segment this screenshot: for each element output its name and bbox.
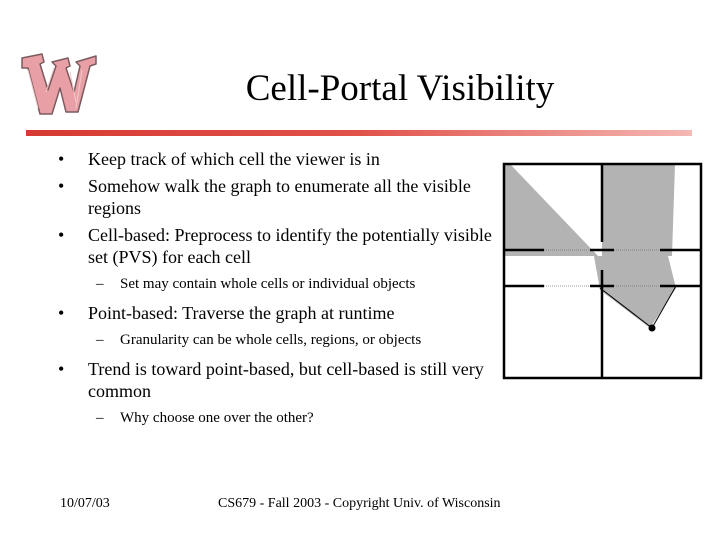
bullet-text: Point-based: Traverse the graph at runtime xyxy=(88,303,395,323)
bullet-text: Somehow walk the graph to enumerate all the visible regions xyxy=(88,176,471,218)
sub-bullet-item xyxy=(54,274,499,294)
bullet-marker: • xyxy=(58,359,65,379)
bullet-marker: • xyxy=(58,225,65,245)
cell-portal-diagram xyxy=(500,160,705,382)
bullet-item xyxy=(54,302,499,324)
sub-bullet-item xyxy=(54,408,499,428)
wisconsin-w-logo-icon xyxy=(18,48,100,120)
visible-region-polygon xyxy=(602,164,675,256)
bullet-marker: • xyxy=(58,176,65,196)
slide-title: Cell-Portal Visibility xyxy=(245,68,555,109)
bullet-marker: • xyxy=(58,149,65,169)
bullet-text: Trend is toward point-based, but cell-based is still very common xyxy=(88,359,484,401)
sub-bullet-marker: – xyxy=(96,410,104,426)
sub-bullet-item xyxy=(54,330,499,350)
footer-date: 10/07/03 xyxy=(60,496,110,511)
bullet-text: Keep track of which cell the viewer is in xyxy=(88,149,380,169)
bullet-text: Cell-based: Preprocess to identify the potentially visible set (PVS) for each cell xyxy=(88,225,492,267)
sub-bullet-text: Why choose one over the other? xyxy=(120,410,314,426)
bullet-item xyxy=(54,175,499,219)
sub-bullet-marker: – xyxy=(96,276,104,292)
bullet-item xyxy=(54,358,499,402)
sub-bullet-text: Set may contain whole cells or individual objects xyxy=(120,276,416,292)
sub-bullet-marker: – xyxy=(96,332,104,348)
title-divider xyxy=(26,130,692,136)
visible-region-lower xyxy=(594,256,676,328)
viewer-point xyxy=(649,325,656,332)
sub-bullet-text: Granularity can be whole cells, regions, or objects xyxy=(120,332,422,348)
visible-region-wedge xyxy=(504,164,598,256)
footer-credit: CS679 - Fall 2003 - Copyright Univ. of Wisconsin xyxy=(218,496,501,511)
bullet-marker: • xyxy=(58,303,65,323)
bullet-list xyxy=(54,148,499,436)
bullet-item xyxy=(54,224,499,268)
bullet-item xyxy=(54,148,499,170)
